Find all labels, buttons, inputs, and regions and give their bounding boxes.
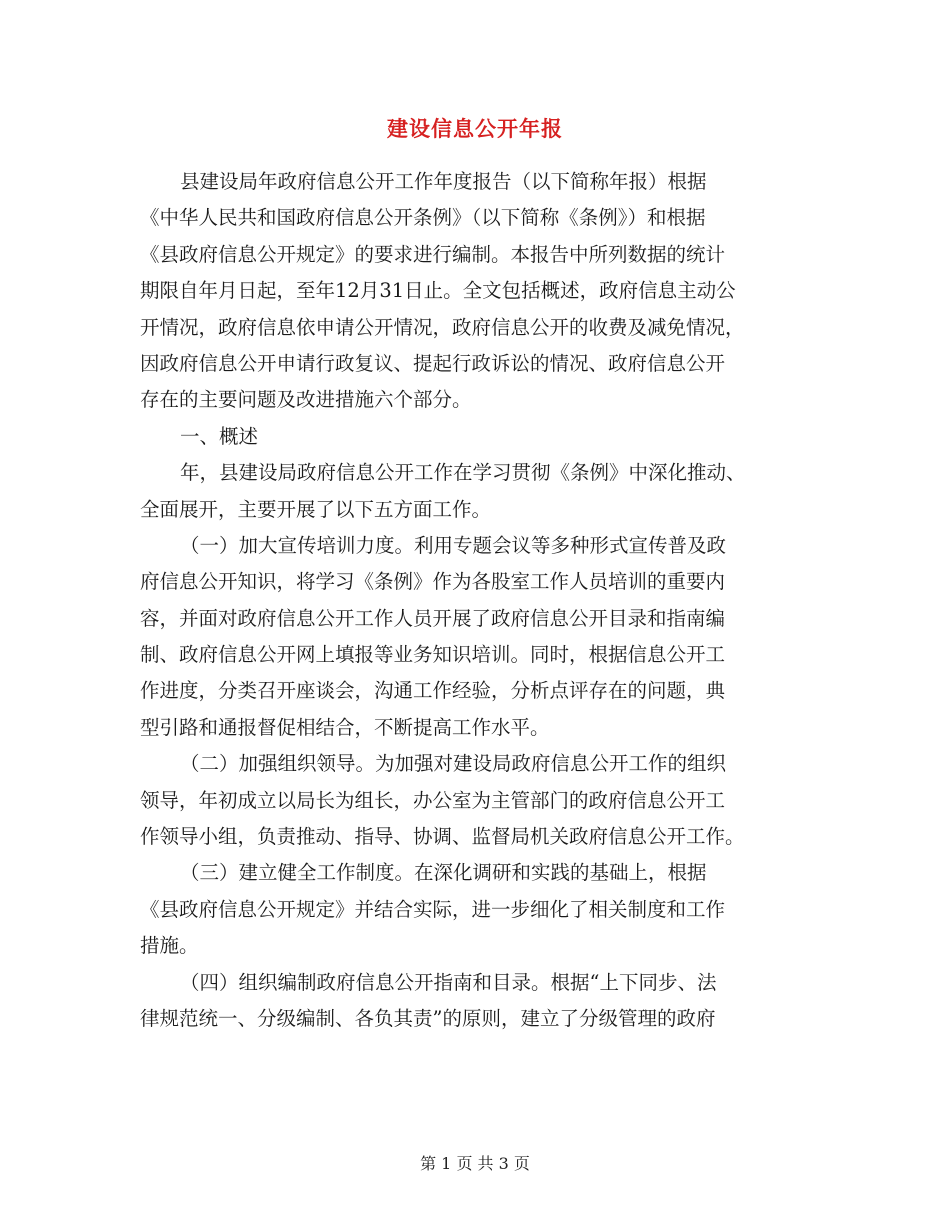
body-line: 容，并面对政府信息公开工作人员开展了政府信息公开目录和指南编 (140, 606, 726, 630)
body-line: 期限自年月日起，至年12月31日止。全文包括概述，政府信息主动公 (140, 279, 736, 303)
body-line: 《县政府信息公开规定》并结合实际，进一步细化了相关制度和工作 (140, 897, 726, 921)
body-line: 制、政府信息公开网上填报等业务知识培训。同时，根据信息公开工 (140, 643, 726, 667)
body-line: 府信息公开知识，将学习《条例》作为各股室工作人员培训的重要内 (140, 570, 726, 594)
body-line: 一、概述 (180, 424, 259, 448)
document-title: 建设信息公开年报 (387, 117, 563, 141)
body-line: （三）建立健全工作制度。在深化调研和实践的基础上，根据 (180, 861, 707, 885)
body-line: 型引路和通报督促相结合，不断提高工作水平。 (140, 715, 550, 739)
body-line: 《中华人民共和国政府信息公开条例》（以下简称《条例》）和根据 (140, 206, 706, 230)
body-line: 全面展开，主要开展了以下五方面工作。 (140, 497, 492, 521)
document-body (140, 164, 806, 1037)
body-line: 作领导小组，负责推动、指导、协调、监督局机关政府信息公开工作。 (140, 825, 745, 849)
body-line: 作进度，分类召开座谈会，沟通工作经验，分析点评存在的问题，典 (140, 679, 726, 703)
page-footer: 第 1 页 共 3 页 (420, 1154, 530, 1173)
body-line: （一）加大宣传培训力度。利用专题会议等多种形式宣传普及政 (180, 533, 727, 557)
body-line: 措施。 (140, 934, 199, 958)
body-line: 《县政府信息公开规定》的要求进行编制。本报告中所列数据的统计 (140, 242, 726, 266)
body-line: 因政府信息公开申请行政复议、提起行政诉讼的情况、政府信息公开 (140, 351, 726, 375)
body-line: 年，县建设局政府信息公开工作在学习贯彻《条例》中深化推动、 (180, 461, 746, 485)
body-line: 县建设局年政府信息公开工作年度报告（以下简称年报）根据 (180, 170, 707, 193)
body-line: 领导，年初成立以局长为组长，办公室为主管部门的政府信息公开工 (140, 788, 726, 812)
body-line: （四）组织编制政府信息公开指南和目录。根据“上下同步、法 (180, 970, 717, 994)
body-line: 存在的主要问题及改进措施六个部分。 (140, 388, 472, 412)
body-line: 律规范统一、分级编制、各负其责”的原则，建立了分级管理的政府 (140, 1006, 716, 1030)
body-line: （二）加强组织领导。为加强对建设局政府信息公开工作的组织 (180, 752, 727, 776)
body-line: 开情况，政府信息依申请公开情况，政府信息公开的收费及减免情况， (140, 315, 745, 339)
